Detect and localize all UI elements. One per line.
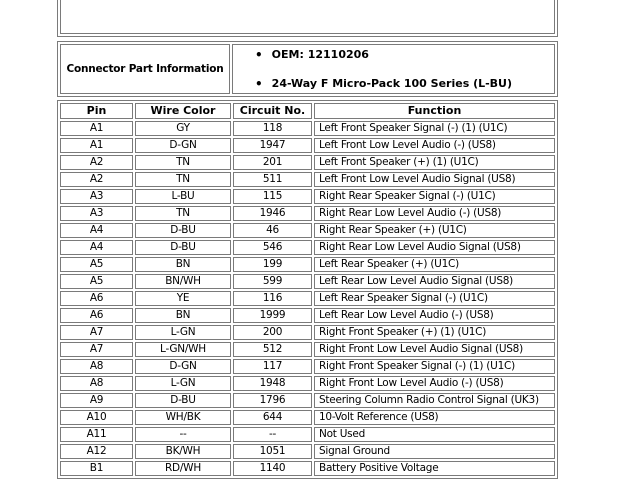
wire-color-cell: YE — [135, 291, 231, 306]
circuit-no-cell: 1946 — [233, 206, 312, 221]
function-cell: Right Rear Low Level Audio Signal (US8) — [314, 240, 555, 255]
wire-color-cell: D-BU — [135, 240, 231, 255]
pin-cell: A2 — [60, 155, 133, 170]
wire-color-cell: BN — [135, 308, 231, 323]
table-row — [60, 189, 555, 204]
wire-color-cell: D-GN — [135, 359, 231, 374]
table-row — [60, 138, 555, 153]
function-cell: Left Front Low Level Audio (-) (US8) — [314, 138, 555, 153]
pin-cell: A2 — [60, 172, 133, 187]
table-row — [60, 444, 555, 459]
wire-color-cell: L-GN/WH — [135, 342, 231, 357]
oem-number-text: OEM: 12110206 — [271, 48, 369, 61]
table-row — [60, 376, 555, 391]
pin-cell: A8 — [60, 376, 133, 391]
table-row — [60, 359, 555, 374]
function-cell: Left Rear Low Level Audio (-) (US8) — [314, 308, 555, 323]
wire-color-cell: RD/WH — [135, 461, 231, 476]
table-row — [60, 257, 555, 272]
wire-color-cell: BN/WH — [135, 274, 231, 289]
table-row — [60, 325, 555, 340]
wire-color-cell: L-GN — [135, 376, 231, 391]
pin-cell: A3 — [60, 206, 133, 221]
pin-cell: A7 — [60, 342, 133, 357]
function-cell: Right Rear Low Level Audio (-) (US8) — [314, 206, 555, 221]
function-cell: Right Rear Speaker (+) (U1C) — [314, 223, 555, 238]
function-cell: Left Front Speaker (+) (1) (U1C) — [314, 155, 555, 170]
wire-color-cell: TN — [135, 206, 231, 221]
connector-image-table — [57, 0, 558, 37]
col-header-wire-color: Wire Color — [135, 103, 231, 119]
function-cell: Battery Positive Voltage — [314, 461, 555, 476]
function-cell: Right Front Low Level Audio Signal (US8) — [314, 342, 555, 357]
function-cell: Left Front Low Level Audio Signal (US8) — [314, 172, 555, 187]
connector-series-item — [255, 77, 552, 90]
circuit-no-cell: 1947 — [233, 138, 312, 153]
table-row — [60, 44, 555, 94]
pin-cell: A11 — [60, 427, 133, 442]
circuit-no-cell: 1140 — [233, 461, 312, 476]
wire-color-cell: -- — [135, 427, 231, 442]
circuit-no-cell: 599 — [233, 274, 312, 289]
wire-color-cell: L-GN — [135, 325, 231, 340]
circuit-no-cell: 199 — [233, 257, 312, 272]
table-row — [60, 393, 555, 408]
connector-series-text: 24-Way F Micro-Pack 100 Series (L-BU) — [271, 77, 513, 90]
bullet-icon: • — [255, 76, 263, 91]
pin-cell: A1 — [60, 138, 133, 153]
function-cell: Right Front Low Level Audio (-) (US8) — [314, 376, 555, 391]
wire-color-cell: D-BU — [135, 223, 231, 238]
circuit-no-cell: 1796 — [233, 393, 312, 408]
pin-cell: A3 — [60, 189, 133, 204]
table-row — [60, 0, 555, 34]
wire-color-cell: L-BU — [135, 189, 231, 204]
wire-color-cell: GY — [135, 121, 231, 136]
pin-table-header-row — [60, 103, 555, 119]
function-cell: Signal Ground — [314, 444, 555, 459]
function-cell: Right Front Speaker (+) (1) (U1C) — [314, 325, 555, 340]
circuit-no-cell: 115 — [233, 189, 312, 204]
pin-cell: A7 — [60, 325, 133, 340]
table-row — [60, 274, 555, 289]
wire-color-cell: WH/BK — [135, 410, 231, 425]
pin-cell: A10 — [60, 410, 133, 425]
bullet-icon: • — [255, 47, 263, 62]
circuit-no-cell: 200 — [233, 325, 312, 340]
oem-number-item — [255, 48, 552, 61]
function-cell: Right Rear Speaker Signal (-) (U1C) — [314, 189, 555, 204]
function-cell: Left Front Speaker Signal (-) (1) (U1C) — [314, 121, 555, 136]
table-row — [60, 410, 555, 425]
circuit-no-cell: 1948 — [233, 376, 312, 391]
col-header-function: Function — [314, 103, 555, 119]
function-cell: 10-Volt Reference (US8) — [314, 410, 555, 425]
table-row — [60, 223, 555, 238]
connector-info-table — [57, 41, 558, 97]
pin-table-body — [60, 121, 555, 476]
pin-cell: A8 — [60, 359, 133, 374]
circuit-no-cell: 117 — [233, 359, 312, 374]
wire-color-cell: D-BU — [135, 393, 231, 408]
pin-cell: A9 — [60, 393, 133, 408]
connector-info-bullet-list — [255, 48, 552, 90]
connector-part-information-label: Connector Part Information — [60, 44, 230, 94]
col-header-circuit-no: Circuit No. — [233, 103, 312, 119]
table-row — [60, 206, 555, 221]
table-row — [60, 291, 555, 306]
function-cell: Steering Column Radio Control Signal (UK3) — [314, 393, 555, 408]
wire-color-cell: BK/WH — [135, 444, 231, 459]
table-row — [60, 342, 555, 357]
circuit-no-cell: 46 — [233, 223, 312, 238]
wire-color-cell: TN — [135, 172, 231, 187]
table-row — [60, 155, 555, 170]
table-row — [60, 172, 555, 187]
pin-cell: A1 — [60, 121, 133, 136]
circuit-no-cell: 546 — [233, 240, 312, 255]
circuit-no-cell: 511 — [233, 172, 312, 187]
table-row — [60, 427, 555, 442]
pin-cell: B1 — [60, 461, 133, 476]
circuit-no-cell: 644 — [233, 410, 312, 425]
function-cell: Right Front Speaker Signal (-) (1) (U1C) — [314, 359, 555, 374]
pin-table — [57, 100, 558, 479]
function-cell: Left Rear Speaker Signal (-) (U1C) — [314, 291, 555, 306]
pin-cell: A5 — [60, 257, 133, 272]
col-header-pin: Pin — [60, 103, 133, 119]
wiring-chart-page — [57, 0, 558, 479]
connector-image-cell-partial — [60, 0, 555, 34]
table-row — [60, 461, 555, 476]
wire-color-cell: D-GN — [135, 138, 231, 153]
wire-color-cell: TN — [135, 155, 231, 170]
table-row — [60, 121, 555, 136]
pin-cell: A5 — [60, 274, 133, 289]
circuit-no-cell: 118 — [233, 121, 312, 136]
connector-info-details-cell — [232, 44, 555, 94]
wire-color-cell: BN — [135, 257, 231, 272]
circuit-no-cell: 1999 — [233, 308, 312, 323]
table-row — [60, 308, 555, 323]
circuit-no-cell: 116 — [233, 291, 312, 306]
table-row — [60, 240, 555, 255]
pin-cell: A6 — [60, 308, 133, 323]
function-cell: Left Rear Speaker (+) (U1C) — [314, 257, 555, 272]
circuit-no-cell: 201 — [233, 155, 312, 170]
pin-cell: A4 — [60, 223, 133, 238]
circuit-no-cell: 512 — [233, 342, 312, 357]
pin-cell: A6 — [60, 291, 133, 306]
pin-cell: A4 — [60, 240, 133, 255]
function-cell: Left Rear Low Level Audio Signal (US8) — [314, 274, 555, 289]
circuit-no-cell: 1051 — [233, 444, 312, 459]
pin-cell: A12 — [60, 444, 133, 459]
circuit-no-cell: -- — [233, 427, 312, 442]
function-cell: Not Used — [314, 427, 555, 442]
